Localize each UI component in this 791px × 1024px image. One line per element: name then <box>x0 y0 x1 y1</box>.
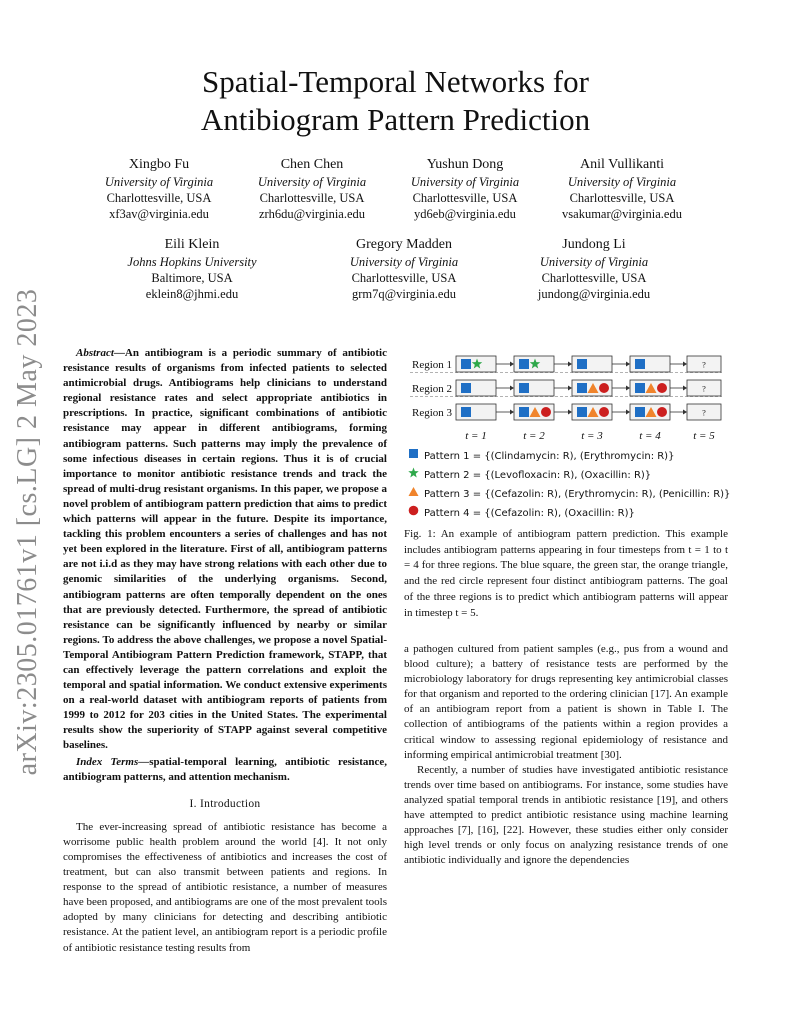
pattern-1-square <box>577 359 587 369</box>
author-name: Eili Klein <box>164 237 220 252</box>
arrow-head <box>510 386 514 391</box>
region-label: Region 2 <box>412 383 453 395</box>
timestep-label: t = 2 <box>523 430 545 442</box>
arrow-head <box>510 410 514 415</box>
author-location: Charlottesville, USA <box>412 191 518 205</box>
author-affiliation: University of Virginia <box>567 175 677 189</box>
right-paragraph-2: Recently, a number of studies have investigated antibiotic resistance trends over time based on antibiograms. For instance, some studies have analyzed spatial temporal trends in antibiotic resistance [19], and others have attempted to predict antibiotic resistance using machine learning approaches [7], [16], [22]. However, these studies either only consider high level trends or only focus on analyzing resistance trends of one antibiotic individually and ignore the dependencies <box>404 763 728 867</box>
abstract-label: Abstract <box>76 347 114 359</box>
legend-label: Pattern 2 = {(Levofloxacin: R), (Oxacillin: R)} <box>424 470 652 481</box>
author-location: Baltimore, USA <box>151 271 233 285</box>
pattern-1-square <box>461 383 471 393</box>
author-name: Chen Chen <box>280 157 344 172</box>
index-terms <box>63 755 387 785</box>
unknown-mark: ? <box>702 384 706 394</box>
legend-item <box>408 505 635 519</box>
paper-title <box>0 63 791 139</box>
title-line-2: Antibiogram Pattern Prediction <box>200 102 591 137</box>
abstract-text: —An antibiogram is a periodic summary of antibiotic resistance results of organisms from infected patients to selected antimicrobial drugs. Antibiograms help clinicians to understand regional resistance rates and select appropriate antibiotics in prescriptions. In practice, significant combinations of antibiotic resistance may appear in different antibiograms, forming antibiogram patterns. Such patterns may imply the prevalence of some infectious diseases in certain regions. Thus it is of crucial importance to monitor antibiotic resistance trends and track the spread of multi-drug resistant organisms. In this paper, we propose a novel problem of antibiogram pattern prediction that aims to predict which patterns will appear in the future. Despite its importance, tackling this problem encounters a series of challenges and has not yet been explored in the literature. First of all, antibiogram patterns are not i.i.d as they may have strong relations with each other due to genomic similarities of the underlying organisms. Second, antibiogram patterns are often temporally dependent on the ones that are previously detected. Furthermore, the spread of antibiotic resistance can be significantly influenced by nearby or similar regions. To address the above challenges, we propose a novel Spatial-Temporal Antibiogram Pattern Prediction framework, STAPP, that can effectively leverage the pattern correlations and exploit the temporal and spatial information. We conduct extensive experiments on a real-world dataset with antibiogram reports of patients from 1999 to 2012 for 203 cities in the United States. The experimental results show the superiority of STAPP against several competitive baselines. <box>63 347 387 752</box>
timestep-label: t = 5 <box>693 430 715 442</box>
pattern-1-square <box>635 407 645 417</box>
pattern-1-square <box>577 407 587 417</box>
pattern-1-square <box>461 407 471 417</box>
author-email: eklein8@jhmi.edu <box>145 287 239 301</box>
arrow-head <box>510 362 514 367</box>
right-paragraph-1: a pathogen cultured from patient samples (e.g., pus from a wound and blood culture); a battery of resistance tests are performed by the microbiology laboratory for drugs representing key antimicrobial classes for that organism and reported to the ordering clinician [17]. An example of an antibiogram report from a patient is shown in Table I. The collection of antibiograms of the patients within a region provides a critical window to assessing regional epidemiology of resistance and informing empirical antimicrobial treatment [30]. <box>404 643 728 761</box>
pattern-1-square <box>635 359 645 369</box>
pattern-4-circle <box>599 407 609 417</box>
square-icon <box>408 448 424 462</box>
author-email: yd6eb@virginia.edu <box>414 207 516 221</box>
unknown-mark: ? <box>702 360 706 370</box>
author-email: xf3av@virginia.edu <box>109 207 209 221</box>
pattern-1-square <box>519 359 529 369</box>
author-name: Yushun Dong <box>426 157 504 172</box>
author-email: grm7q@virginia.edu <box>352 287 456 301</box>
author-affiliation: University of Virginia <box>257 175 367 189</box>
author-affiliation: University of Virginia <box>410 175 520 189</box>
legend-label: Pattern 3 = {(Cefazolin: R), (Erythromycin: R), (Penicillin: R)} <box>424 489 731 500</box>
author-email: vsakumar@virginia.edu <box>562 207 682 221</box>
circle-icon <box>408 505 424 519</box>
legend-item <box>408 486 730 500</box>
arxiv-sidebar: arXiv:2305.01761v1 [cs.LG] 2 May 2023 <box>12 288 43 776</box>
arrow-head <box>568 410 572 415</box>
abstract <box>63 346 387 754</box>
timestep-label: t = 3 <box>581 430 603 442</box>
figure-caption: Fig. 1: An example of antibiogram pattern prediction. This example includes antibiogram patterns appearing in four timesteps from t = 1 to t = 4 for three regions. The blue square, the green star, the orange triangle, and the red circle represent four distinct antibiogram patterns. The goal of the three regions is to predict which antibiogram patterns will appear in timestep t = 5. <box>404 528 728 619</box>
arrow-head <box>626 362 630 367</box>
author-block <box>522 156 722 222</box>
index-terms-text: —spatial-temporal learning, antibiotic resistance, antibiogram patterns, and attention mechanism. <box>63 755 387 783</box>
arrow-head <box>626 410 630 415</box>
author-email: jundong@virginia.edu <box>537 287 651 301</box>
legend-label: Pattern 4 = {(Cefazolin: R), (Oxacillin: R)} <box>424 508 635 519</box>
author-affiliation: University of Virginia <box>349 255 459 269</box>
author-email: zrh6du@virginia.edu <box>258 207 366 221</box>
legend-item <box>408 448 674 462</box>
author-name: Xingbo Fu <box>128 157 190 172</box>
star-icon <box>408 467 424 481</box>
pattern-1-square <box>577 383 587 393</box>
pattern-1-square <box>461 359 471 369</box>
pattern-1-square <box>519 383 529 393</box>
left-column <box>63 346 387 956</box>
author-name: Anil Vullikanti <box>579 157 665 172</box>
arrow-head <box>683 362 687 367</box>
author-block <box>304 236 504 302</box>
arrow-head <box>568 386 572 391</box>
author-location: Charlottesville, USA <box>259 191 365 205</box>
author-block <box>92 236 292 302</box>
author-location: Charlottesville, USA <box>569 191 675 205</box>
author-name: Gregory Madden <box>355 237 453 252</box>
author-name: Jundong Li <box>562 237 626 252</box>
arrow-head <box>626 386 630 391</box>
right-column <box>404 642 728 868</box>
intro-paragraph: The ever-increasing spread of antibiotic resistance has become a worrisome public health problem around the world [4]. It not only compromises the effectiveness of antibiotics and increases the cost of treatment, but can also transmit between patients and regions. In response to the spread of antibiotic resistance, a number of measures have been proposed, and antibiograms are one of the most prevalent tools adopted by many clinicians for detecting and describing antibiotic resistance. At the patient level, an antibiogram report is a periodic profile of antibiotic resistance testing results from <box>63 820 387 954</box>
arrow-head <box>683 386 687 391</box>
author-location: Charlottesville, USA <box>351 271 457 285</box>
pattern-1-square <box>519 407 529 417</box>
author-location: Charlottesville, USA <box>541 271 647 285</box>
pattern-4-circle <box>541 407 551 417</box>
arrow-head <box>683 410 687 415</box>
arrow-head <box>568 362 572 367</box>
region-label: Region 3 <box>412 407 453 419</box>
author-affiliation: University of Virginia <box>104 175 214 189</box>
pattern-4-circle <box>657 407 667 417</box>
author-affiliation: University of Virginia <box>539 255 649 269</box>
author-block <box>494 236 694 302</box>
author-affiliation: Johns Hopkins University <box>127 255 257 269</box>
section-heading: I. Introduction <box>189 797 261 810</box>
pattern-4-circle <box>657 383 667 393</box>
author-location: Charlottesville, USA <box>106 191 212 205</box>
timestep-label: t = 1 <box>465 430 487 442</box>
legend-label: Pattern 1 = {(Clindamycin: R), (Erythromycin: R)} <box>424 451 675 462</box>
triangle-icon <box>408 486 424 500</box>
legend-item <box>408 467 651 481</box>
index-terms-label: Index Terms <box>76 755 139 768</box>
title-line-1: Spatial-Temporal Networks for <box>202 64 589 99</box>
timestep-label: t = 4 <box>639 430 661 442</box>
unknown-mark: ? <box>702 408 706 418</box>
pattern-1-square <box>635 383 645 393</box>
region-label: Region 1 <box>412 359 453 371</box>
pattern-4-circle <box>599 383 609 393</box>
